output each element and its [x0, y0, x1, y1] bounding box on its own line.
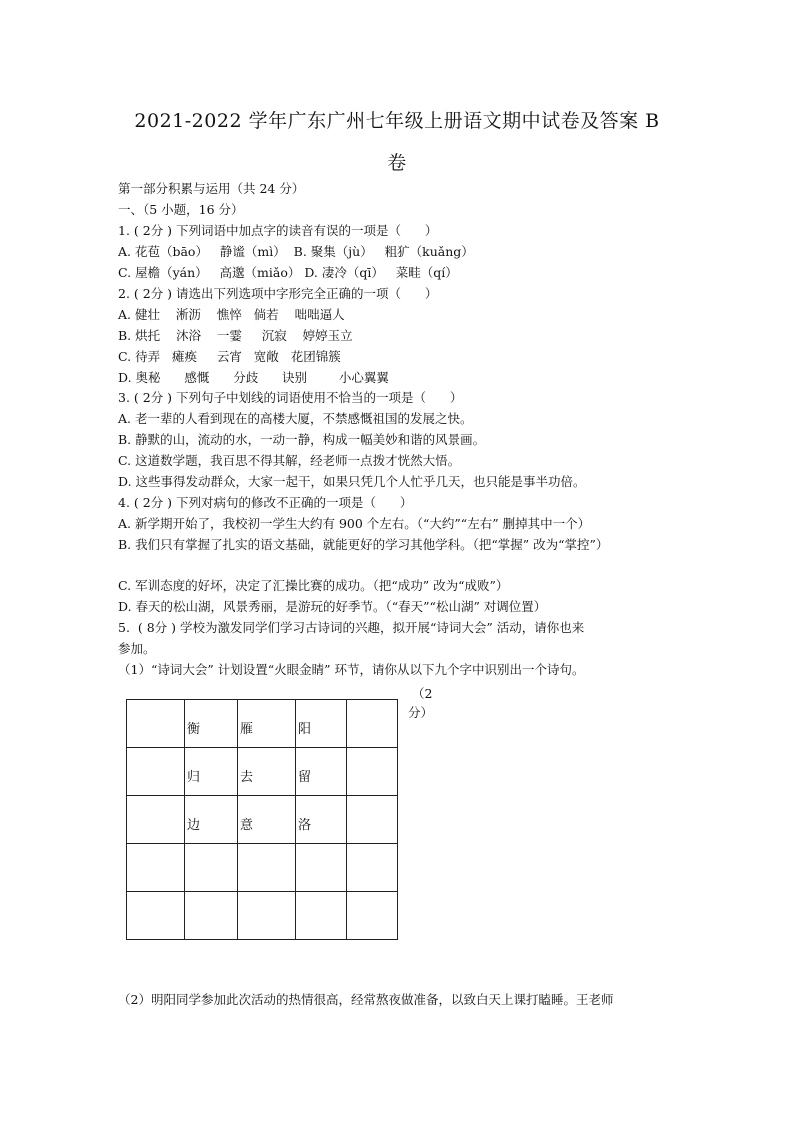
grid-row	[127, 748, 398, 796]
grid-row	[127, 892, 398, 940]
grid-cell	[185, 844, 238, 892]
part-heading: 一、（5 小题，16 分）	[118, 202, 244, 217]
question-2: 2. ( 2分 ) 请选出下列选项中字形完全正确的一项（ ）	[118, 286, 438, 301]
grid-cell	[347, 748, 398, 796]
question-5: 5. ( 8分 ) 学校为激发同学们学习古诗词的兴趣，拟开展“诗词大会” 活动，请你也来	[118, 620, 585, 635]
grid-cell: 边	[185, 796, 238, 844]
grid-cell: 去	[238, 748, 296, 796]
doc-title-line1: 2021-2022 学年广东广州七年级上册语文期中试卷及答案 B	[134, 110, 660, 132]
grid-cell	[127, 700, 185, 748]
question-1: 1. ( 2分 ) 下列词语中加点字的读音有误的一项是（ ）	[118, 223, 438, 238]
doc-title-line2: 卷	[387, 152, 407, 174]
grid-cell	[238, 892, 296, 940]
grid-row	[127, 796, 398, 844]
grid-cell	[127, 892, 185, 940]
q3-option-b: B. 静默的山，流动的水，一动一静，构成一幅美妙和谐的风景画。	[118, 432, 486, 447]
grid-row	[127, 844, 398, 892]
grid-cell: 衡	[185, 700, 238, 748]
grid-cell	[347, 844, 398, 892]
q4-option-a: A. 新学期开始了，我校初一学生大约有 900 个左右。（“大约”“左右” 删掉其中一个）	[118, 516, 591, 531]
section-heading: 第一部分积累与运用（共 24 分）	[118, 181, 305, 196]
grid-cell: 留	[296, 748, 347, 796]
grid-cell: 意	[238, 796, 296, 844]
q2-option-d: D. 奥秘 感慨 分歧 诀别 小心翼翼	[118, 370, 389, 385]
grid-cell	[347, 796, 398, 844]
q1-option-ab: A. 花苞（bāo） 静谧（mì） B. 聚集（jù） 粗犷（kuǎng）	[118, 244, 474, 259]
question-5-cont: 参加。	[118, 641, 156, 656]
score-note-top: （2	[412, 686, 433, 701]
grid-cell	[296, 844, 347, 892]
q1-option-cd: C. 屋檐（yán） 高邈（miǎo） D. 凄冷（qī） 菜畦（qí）	[118, 265, 458, 280]
q4-option-b: B. 我们只有掌握了扎实的语文基础，就能更好的学习其他学科。（把“掌握” 改为“掌控”）	[118, 537, 609, 552]
q3-option-a: A. 老一辈的人看到现在的高楼大厦，不禁感慨祖国的发展之快。	[118, 411, 473, 426]
grid-cell	[347, 700, 398, 748]
q3-option-d: D. 这些事得发动群众，大家一起干，如果只凭几个人忙乎几天，也只能是事半功倍。	[118, 474, 586, 489]
q2-option-c: C. 待弄 瘫痪 云宵 宽敞 花团锦簇	[118, 349, 341, 364]
question-3: 3. ( 2分 ) 下列句子中划线的词语使用不恰当的一项是（ ）	[118, 390, 463, 405]
q3-option-c: C. 这道数学题，我百思不得其解，经老师一点拨才恍然大悟。	[118, 453, 461, 468]
score-note-bottom: 分）	[408, 705, 434, 720]
grid-cell	[127, 748, 185, 796]
q5-part-1: （1）“诗词大会” 计划设置“火眼金睛” 环节，请你从以下九个字中识别出一个诗句。	[118, 662, 585, 677]
q2-option-a: A. 健壮 淅沥 憔悴 倘若 咄咄逼人	[118, 307, 345, 322]
grid-cell: 洛	[296, 796, 347, 844]
grid-cell: 归	[185, 748, 238, 796]
q2-option-b: B. 烘托 沐浴 一霎 沉寂 婷婷玉立	[118, 328, 353, 343]
q4-option-d: D. 春天的松山湖，风景秀丽，是游玩的好季节。（“春天”“松山湖” 对调位置）	[118, 599, 547, 614]
grid-cell	[296, 892, 347, 940]
character-grid	[126, 699, 398, 940]
question-4: 4. ( 2分 ) 下列对病句的修改不正确的一项是（ ）	[118, 495, 413, 510]
q5-part-2: （2）明阳同学参加此次活动的热情很高，经常熬夜做准备，以致白天上课打瞌睡。王老师	[118, 992, 614, 1007]
grid-cell	[347, 892, 398, 940]
grid-cell	[238, 844, 296, 892]
grid-cell	[127, 844, 185, 892]
grid-cell	[127, 796, 185, 844]
grid-cell: 阳	[296, 700, 347, 748]
grid-cell: 雁	[238, 700, 296, 748]
grid-cell	[185, 892, 238, 940]
grid-row	[127, 700, 398, 748]
q4-option-c: C. 军训态度的好坏，决定了汇操比赛的成功。（把“成功” 改为“成败”）	[118, 578, 509, 593]
